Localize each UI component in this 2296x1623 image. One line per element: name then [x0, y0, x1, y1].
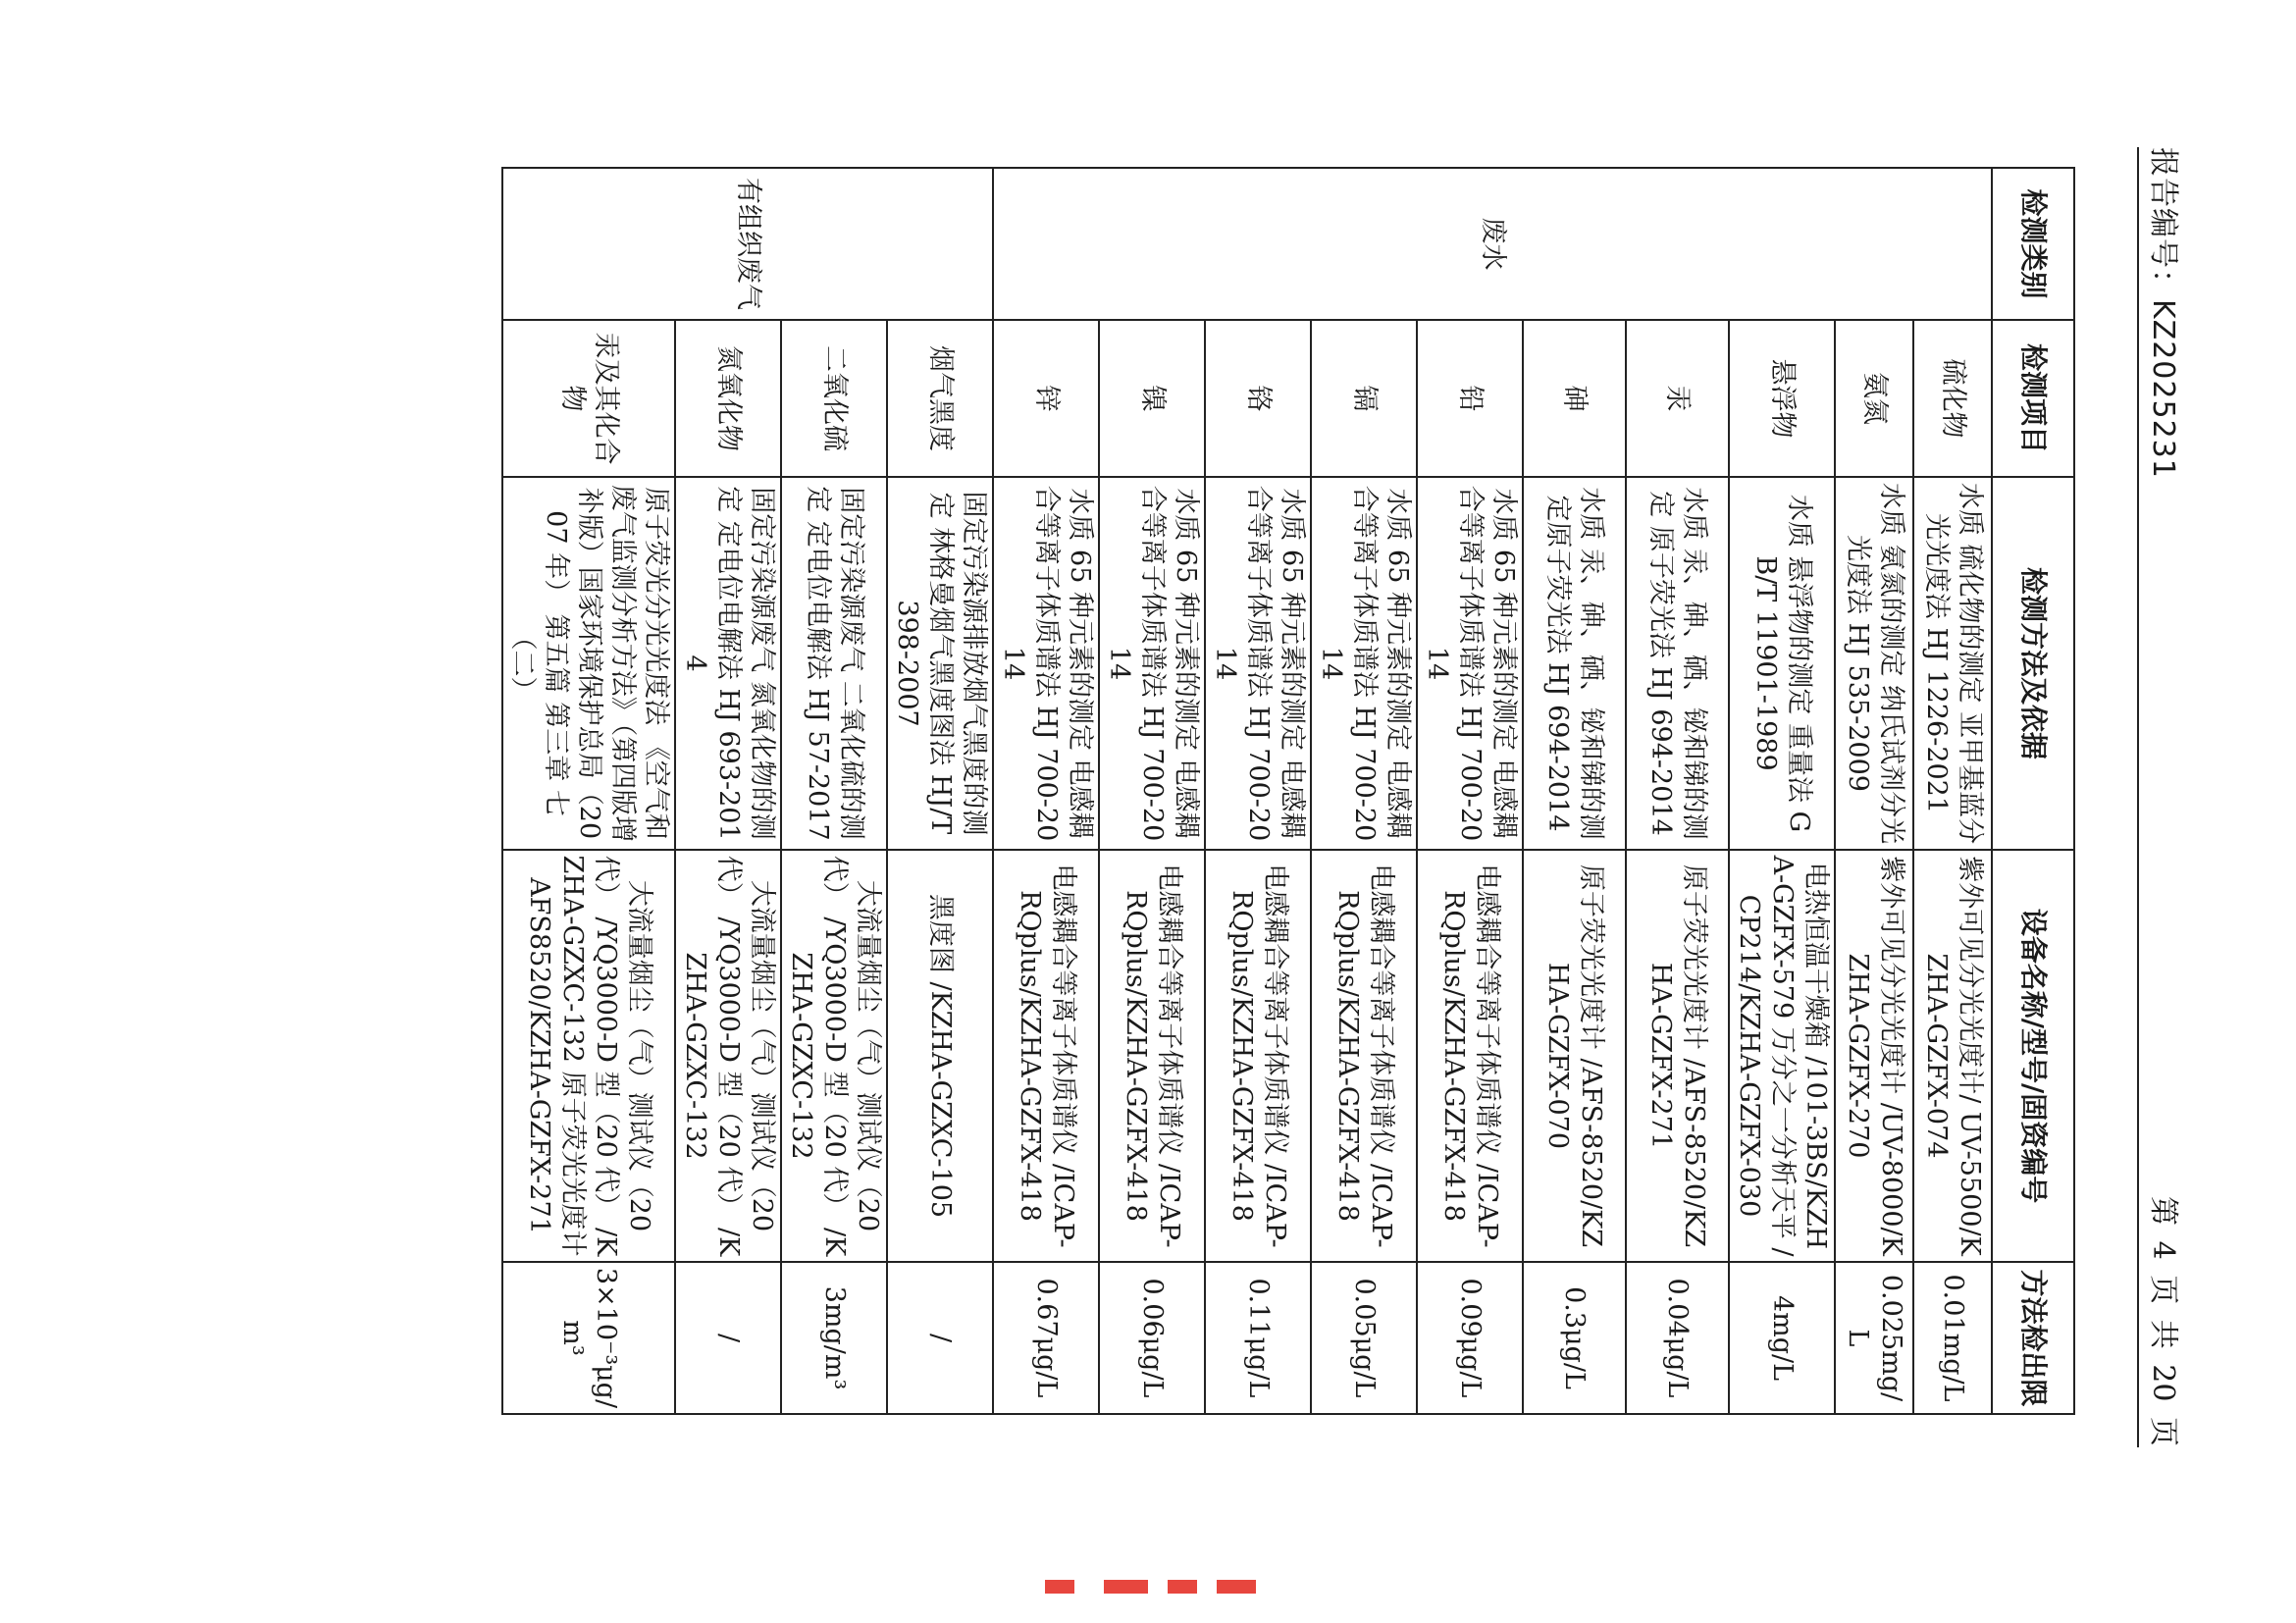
- cell-limit: 4mg/L: [1729, 1262, 1835, 1414]
- table-row: [1913, 168, 1992, 1414]
- col-header-limit: 方法检出限: [1992, 1262, 2074, 1414]
- cell-limit: 0.025mg/L: [1835, 1262, 1913, 1414]
- table-row: [1205, 168, 1311, 1414]
- table-row: [1626, 168, 1729, 1414]
- cell-method: 水质 65 种元素的测定 电感耦合等离子体质谱法 HJ 700-2014: [1099, 477, 1205, 850]
- cell-method: 水质 65 种元素的测定 电感耦合等离子体质谱法 HJ 700-2014: [1417, 477, 1523, 850]
- cell-equipment: 原子荧光光度计 /AFS-8520/KZHA-GZFX-271: [1626, 850, 1729, 1262]
- table-row: [781, 168, 887, 1414]
- cell-limit: 0.3μg/L: [1523, 1262, 1626, 1414]
- table-row: [887, 168, 993, 1414]
- table-row: [1417, 168, 1523, 1414]
- cell-method: 水质 硫化物的测定 亚甲基蓝分光光度法 HJ 1226-2021: [1913, 477, 1992, 850]
- cell-method: 原子荧光分光光度法 《空气和废气监测分析方法》（第四版增补版）国家环境保护总局（2007 年） 第五篇 第三章 七（二）: [502, 477, 675, 850]
- cell-item: 悬浮物: [1729, 320, 1835, 477]
- cell-equipment: 紫外可见分光光度计 /UV-8000/KZHA-GZFX-270: [1835, 850, 1913, 1262]
- table-row: [1835, 168, 1913, 1414]
- cell-limit: 0.11μg/L: [1205, 1262, 1311, 1414]
- table-row: [1523, 168, 1626, 1414]
- cell-item: 锌: [993, 320, 1099, 477]
- cell-limit: 3×10⁻³μg/m³: [502, 1262, 675, 1414]
- cell-equipment: 大流量烟尘（气）测试仪（20 代） /YQ3000-D 型（20 代） /KZHA-GZXC-132: [675, 850, 781, 1262]
- report-number-label: 报告编号：: [2146, 147, 2180, 299]
- cell-equipment: 电感耦合等离子体质谱仪 /ICAP-RQplus/KZHA-GZFX-418: [1311, 850, 1417, 1262]
- cell-item: 氨氮: [1835, 320, 1913, 477]
- test-method-table: [501, 167, 2075, 1415]
- col-header-item: 检测项目: [1992, 320, 2074, 477]
- cell-equipment: 大流量烟尘（气）测试仪（20 代） /YQ3000-D 型（20 代） /KZHA-GZXC-132 原子荧光光度计 AFS8520/KZHA-GZFX-271: [502, 850, 675, 1262]
- cell-item: 镍: [1099, 320, 1205, 477]
- table-row: [1311, 168, 1417, 1414]
- cell-item: 汞: [1626, 320, 1729, 477]
- cell-item: 氮氧化物: [675, 320, 781, 477]
- cell-method: 水质 65 种元素的测定 电感耦合等离子体质谱法 HJ 700-2014: [993, 477, 1099, 850]
- cell-equipment: 电感耦合等离子体质谱仪 /ICAP-RQplus/KZHA-GZFX-418: [1205, 850, 1311, 1262]
- category-wastewater: 废水: [993, 168, 1992, 320]
- cell-item: 铬: [1205, 320, 1311, 477]
- cell-limit: 0.09μg/L: [1417, 1262, 1523, 1414]
- report-number: [2145, 147, 2188, 479]
- cell-limit: /: [887, 1262, 993, 1414]
- col-header-method: 检测方法及依据: [1992, 477, 2074, 850]
- category-organized-gas: 有组织废气: [502, 168, 993, 320]
- cell-method: 水质 汞、砷、硒、铋和锑的测定 原子荧光法 HJ 694-2014: [1626, 477, 1729, 850]
- cell-method: 固定污染源废气 氮氧化物的测定 定电位电解法 HJ 693-2014: [675, 477, 781, 850]
- cell-equipment: 电感耦合等离子体质谱仪 /ICAP-RQplus/KZHA-GZFX-418: [993, 850, 1099, 1262]
- cell-limit: /: [675, 1262, 781, 1414]
- cell-equipment: 原子荧光光度计 /AFS-8520/KZHA-GZFX-070: [1523, 850, 1626, 1262]
- cell-method: 固定污染源废气 二氧化硫的测定 定电位电解法 HJ 57-2017: [781, 477, 887, 850]
- cell-limit: 3mg/m³: [781, 1262, 887, 1414]
- table-row: [993, 168, 1099, 1414]
- cell-item: 汞及其化合物: [502, 320, 675, 477]
- cell-equipment: 电热恒温干燥箱 /101-3BS/KZHA-GZFX-579 万分之一分析天平 /CP214/KZHA-GZFX-030: [1729, 850, 1835, 1262]
- cell-limit: 0.01mg/L: [1913, 1262, 1992, 1414]
- report-number-value: KZ2025231: [2146, 299, 2180, 479]
- red-seal-stamp-fragment: [1040, 1580, 1256, 1599]
- cell-limit: 0.67μg/L: [993, 1262, 1099, 1414]
- cell-item: 镉: [1311, 320, 1417, 477]
- cell-equipment: 电感耦合等离子体质谱仪 /ICAP-RQplus/KZHA-GZFX-418: [1099, 850, 1205, 1262]
- table-header-row: [1992, 168, 2074, 1414]
- cell-item: 二氧化硫: [781, 320, 887, 477]
- col-header-equipment: 设备名称/型号/固资编号: [1992, 850, 2074, 1262]
- table-row: [502, 168, 675, 1414]
- cell-equipment: 紫外可见分光光度计/ UV-5500/KZHA-GZFX-074: [1913, 850, 1992, 1262]
- cell-equipment: 黑度图 /KZHA-GZXC-105: [887, 850, 993, 1262]
- cell-method: 水质 65 种元素的测定 电感耦合等离子体质谱法 HJ 700-2014: [1311, 477, 1417, 850]
- cell-method: 水质 65 种元素的测定 电感耦合等离子体质谱法 HJ 700-2014: [1205, 477, 1311, 850]
- cell-limit: 0.05μg/L: [1311, 1262, 1417, 1414]
- cell-method: 水质 汞、砷、硒、铋和锑的测定原子荧光法 HJ 694-2014: [1523, 477, 1626, 850]
- header-rule: [2137, 147, 2139, 1447]
- page-number: 第 4 页 共 20 页: [2146, 1196, 2180, 1446]
- cell-method: 固定污染源排放烟气黑度的测定 林格曼烟气黑度图法 HJ/T 398-2007: [887, 477, 993, 850]
- cell-equipment: 大流量烟尘（气）测试仪（20 代） /YQ3000-D 型（20 代） /KZHA-GZXC-132: [781, 850, 887, 1262]
- cell-method: 水质 氨氮的测定 纳氏试剂分光光度法 HJ 535-2009: [1835, 477, 1913, 850]
- table-row: [675, 168, 781, 1414]
- cell-limit: 0.06μg/L: [1099, 1262, 1205, 1414]
- table-row: [1099, 168, 1205, 1414]
- cell-item: 砷: [1523, 320, 1626, 477]
- cell-item: 硫化物: [1913, 320, 1992, 477]
- cell-equipment: 电感耦合等离子体质谱仪 /ICAP-RQplus/KZHA-GZFX-418: [1417, 850, 1523, 1262]
- cell-item: 铅: [1417, 320, 1523, 477]
- cell-method: 水质 悬浮物的测定 重量法 GB/T 11901-1989: [1729, 477, 1835, 850]
- cell-limit: 0.04μg/L: [1626, 1262, 1729, 1414]
- cell-item: 烟气黑度: [887, 320, 993, 477]
- table-row: [1729, 168, 1835, 1414]
- col-header-category: 检测类别: [1992, 168, 2074, 320]
